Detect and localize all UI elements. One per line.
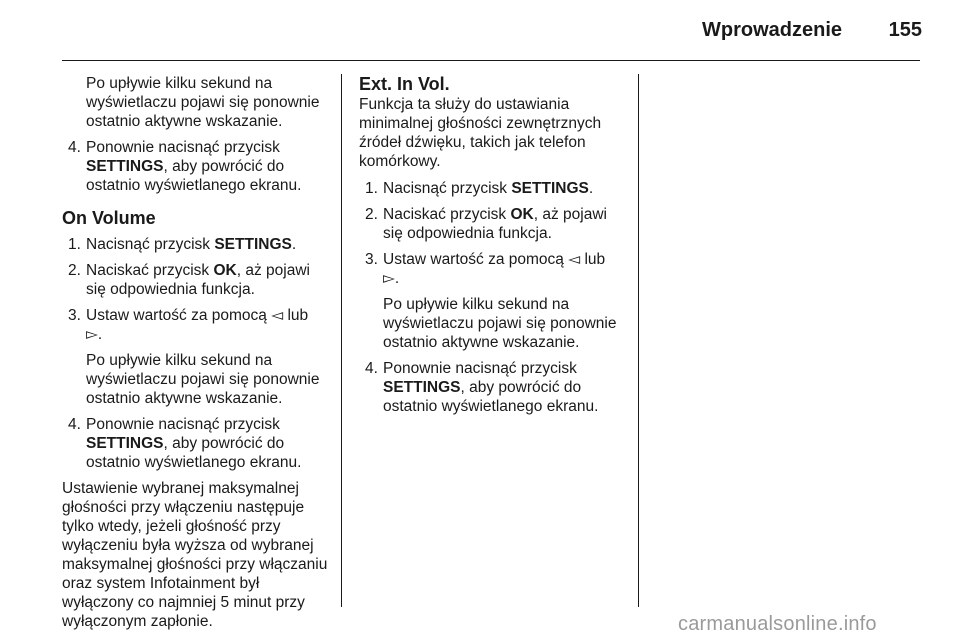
step-text-or: lub <box>283 307 309 324</box>
header-rule <box>62 60 920 61</box>
on-volume-step-4 <box>62 415 330 472</box>
watermark: carmanualsonline.info <box>678 613 877 635</box>
ext-step-2 <box>359 205 629 243</box>
step-number: 3. <box>68 307 81 324</box>
step-text-end: , aż pojawi się odpowiednia funkcja. <box>383 206 607 242</box>
step-number: 2. <box>365 206 378 223</box>
step-text: Naciskać przycisk <box>86 262 214 279</box>
step-text: Nacisnąć przycisk <box>86 236 215 253</box>
left-arrow-icon: ◅ <box>271 307 284 324</box>
ext-step-3-note: Po upływie kilku sekund na wyświetlaczu pojawi się ponownie ostatnio aktywne wskazanie. <box>383 296 617 351</box>
step-text-end: . <box>394 270 400 287</box>
step-text-end: . <box>291 236 297 253</box>
key-settings: SETTINGS <box>511 180 589 197</box>
step-number: 1. <box>365 180 378 197</box>
key-ok: OK <box>213 262 237 279</box>
step-number: 4. <box>365 360 378 377</box>
step-text-end: , aż pojawi się odpowiednia funkcja. <box>86 262 310 298</box>
step-number: 3. <box>365 251 378 268</box>
step-text-end: , aby powrócić do ostatnio wyświetlanego ekranu. <box>383 379 599 415</box>
step-text-or: lub <box>580 251 606 268</box>
step-4-previous <box>62 138 330 195</box>
step-text-end: , aby powrócić do ostatnio wyświetlanego ekranu. <box>86 435 302 471</box>
on-volume-step-1 <box>62 235 330 254</box>
key-settings: SETTINGS <box>214 236 292 253</box>
ext-step-3 <box>359 250 629 288</box>
step-text: Ustaw wartość za pomocą <box>86 307 272 324</box>
page-header <box>0 0 960 62</box>
step-number: 2. <box>68 262 81 279</box>
step-text: Ponownie nacisnąć przycisk <box>383 360 577 377</box>
column-divider-left <box>341 74 342 607</box>
continued-note: Po upływie kilku sekund na wyświetlaczu pojawi się ponownie ostatnio aktywne wskazanie. <box>86 75 320 130</box>
step-text: Ponownie nacisnąć przycisk <box>86 416 280 433</box>
on-volume-step-3-note: Po upływie kilku sekund na wyświetlaczu pojawi się ponownie ostatnio aktywne wskazanie. <box>86 352 320 407</box>
step-text: Naciskać przycisk <box>383 206 511 223</box>
left-column <box>62 74 330 637</box>
step-text-end: . <box>97 326 103 343</box>
step-number: 4. <box>68 416 81 433</box>
step-number: 1. <box>68 236 81 253</box>
heading-ext-in-vol: Ext. In Vol. <box>359 74 450 94</box>
step-text: Nacisnąć przycisk <box>383 180 512 197</box>
key-settings: SETTINGS <box>86 435 164 452</box>
key-settings: SETTINGS, aby powrócić do ostatnio wyświetlanego ekranu. <box>86 158 302 194</box>
ext-in-vol-intro: Funkcja ta służy do ustawiania minimalnej głośności zewnętrznych źródeł dźwięku, takich jak telefon komórkowy. <box>359 96 602 170</box>
step-text: Ponownie nacisnąć przycisk <box>86 139 280 156</box>
on-volume-step-3 <box>62 306 330 344</box>
step-text-end: . <box>588 180 594 197</box>
ext-step-1 <box>359 179 629 198</box>
middle-column <box>359 74 629 423</box>
on-volume-step-2 <box>62 261 330 299</box>
max-volume-paragraph: Ustawienie wybranej maksymalnej głośności przy włączeniu następuje tylko wtedy, jeżeli głośność przy wyłączeniu była wyższa od wybranej maksymalnej głośności przy włączaniu oraz system Infotainment był wyłączony co najmniej 5 minut przy wyłączonym zapłonie. <box>62 480 328 630</box>
step-text: Ustaw wartość za pomocą <box>383 251 569 268</box>
key-settings: SETTINGS <box>383 379 461 396</box>
right-arrow-icon: ▻ <box>383 270 395 287</box>
left-arrow-icon: ◅ <box>568 251 581 268</box>
right-arrow-icon: ▻ <box>86 326 98 343</box>
step-number: 4. <box>68 139 81 156</box>
key-ok: OK <box>510 206 534 223</box>
page-number: 155 <box>888 19 922 41</box>
column-divider-right <box>638 74 639 607</box>
section-title: Wprowadzenie <box>701 19 842 41</box>
ext-step-4 <box>359 359 629 416</box>
heading-on-volume: On Volume <box>62 208 156 228</box>
